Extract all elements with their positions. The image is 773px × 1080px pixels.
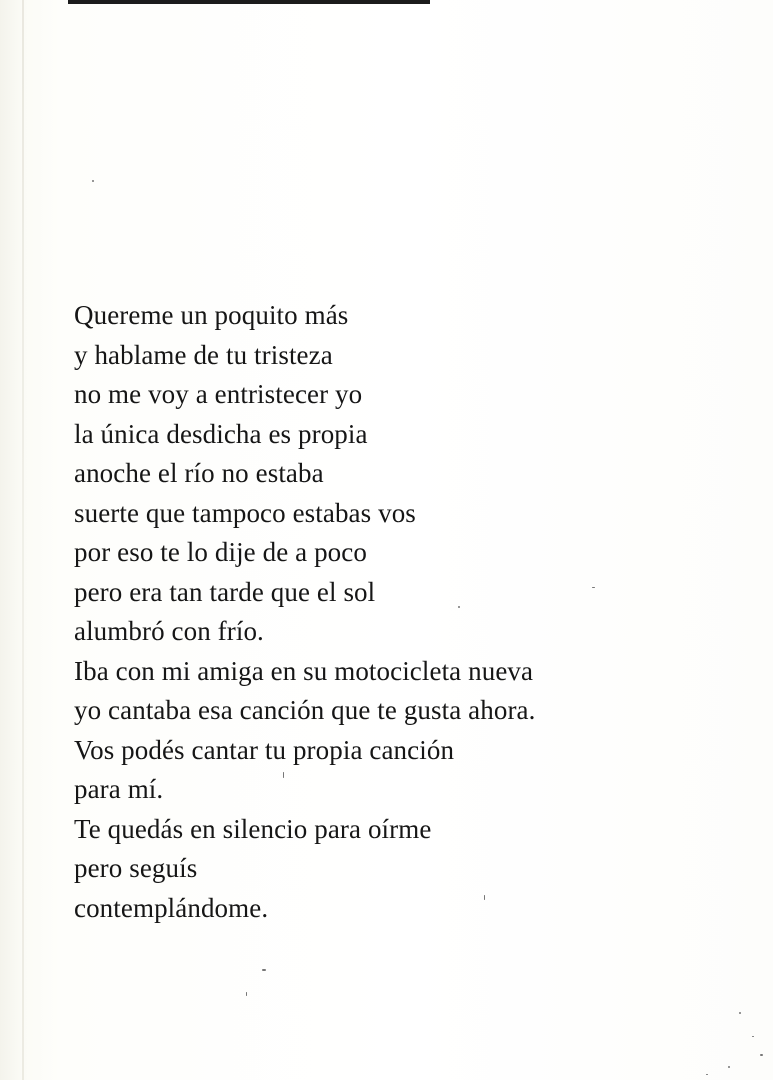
paper-speck — [283, 772, 284, 778]
paper-speck — [728, 1066, 730, 1068]
top-edge-shadow — [68, 0, 430, 4]
poem-line: Quereme un poquito más — [74, 300, 349, 330]
paper-speck — [246, 992, 247, 996]
paper-speck — [592, 587, 595, 588]
paper-speck — [92, 180, 94, 182]
paper-speck — [706, 1074, 708, 1075]
poem-line: pero seguís — [74, 853, 198, 883]
paper-speck — [752, 1036, 754, 1037]
poem-line: para mí. — [74, 774, 164, 804]
poem-line: por eso te lo dije de a poco — [74, 537, 367, 567]
poem-text — [74, 296, 714, 928]
page-gutter — [22, 0, 24, 1080]
poem-line: yo cantaba esa canción que te gusta ahora. — [74, 695, 536, 725]
poem-line: Iba con mi amiga en su motocicleta nueva — [74, 655, 534, 686]
paper-speck — [739, 1012, 741, 1014]
poem-line: la única desdicha es propia — [74, 418, 368, 449]
poem-line: contemplándome. — [74, 892, 269, 923]
paper-speck — [262, 969, 266, 971]
paper-speck — [760, 1054, 763, 1056]
poem-line: pero era tan tarde que el sol — [74, 576, 376, 607]
poem-line: Te quedás en silencio para oírme — [74, 813, 432, 844]
poem-line: anoche el río no estaba — [74, 458, 324, 488]
poem-line: no me voy a entristecer yo — [74, 379, 363, 409]
paper-speck — [458, 606, 460, 608]
poem-line: suerte que tampoco estabas vos — [74, 497, 416, 528]
paper-speck — [484, 895, 485, 900]
poem-line: alumbró con frío. — [74, 616, 264, 646]
poem-line: Vos podés cantar tu propia canción — [74, 734, 455, 765]
poem-line: y hablame de tu tristeza — [74, 339, 333, 370]
